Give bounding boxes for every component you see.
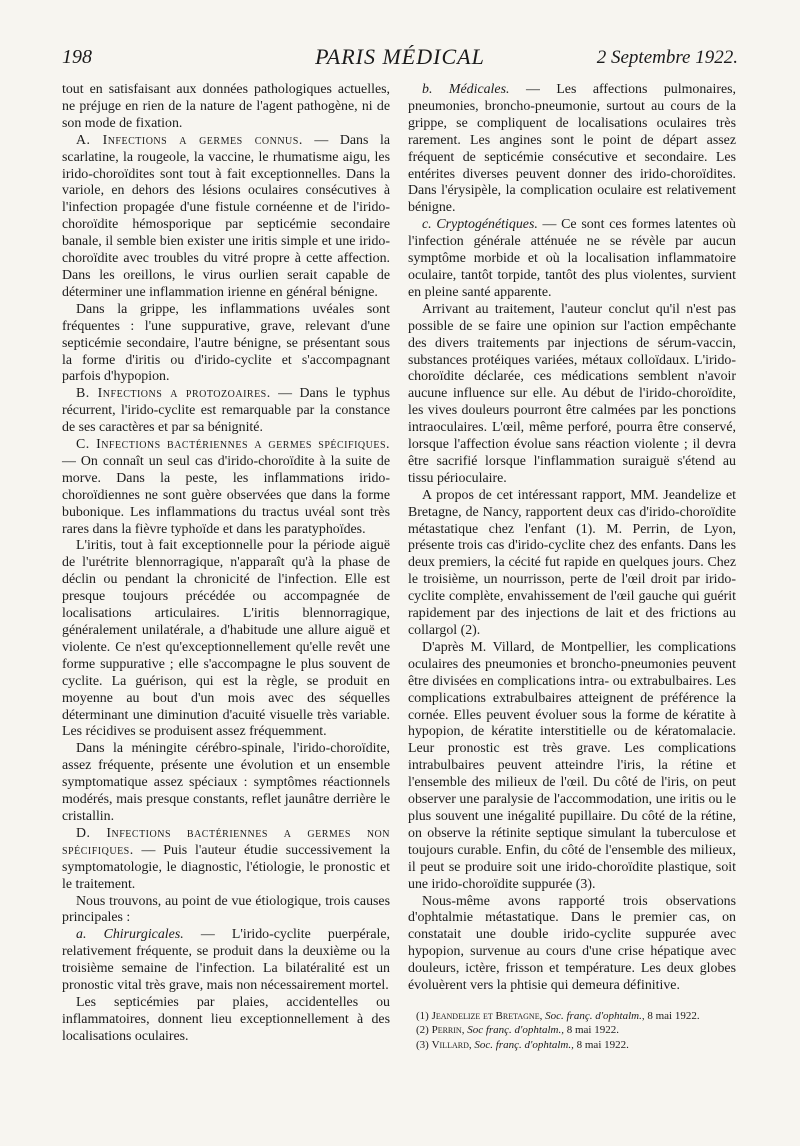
- paragraph: Nous trouvons, au point de vue étiologique, trois causes principales :: [62, 893, 390, 926]
- paragraph: Arrivant au traitement, l'auteur conclut qu'il n'est pas possible de se faire une opinion sur l'action empêchante des divers traitements par injections de sérum-vaccin, substances protéiques variées, métaux colloïdaux. L'irido-choroïdite déclarée, ces médications semblent n'avoir aucune influence sur elle. Au début de l'irido-choroïdite, les vives douleurs pourront être calmées par les ponctions intraoculaires. L'œil, même perforé, pourra être conservé, lorsque l'affection évolue sans réaction violente ; il devra être sacrifié lorsque l'inflammation suraiguë s'étend au tissu périoculaire.: [408, 301, 736, 486]
- footnote: (2) Perrin, Soc franç. d'ophtalm., 8 mai 1922.: [416, 1024, 619, 1037]
- section-text: — On connaît un seul cas d'irido-choroïdite à la suite de morve. Dans la peste, les inflammations irido-choroïdiennes ne sont guère observées que dans la forme bubonique. Les inflammations du tractus uvéal sont très rares dans la fièvre typhoïde et dans les paratyphoïdes.: [62, 453, 390, 537]
- section-c: [62, 437, 390, 538]
- right-column: [408, 82, 736, 1052]
- section-heading: B. Infections a protozoaires.: [76, 386, 271, 402]
- section-a: [62, 133, 390, 302]
- section-text: — Puis l'auteur étudie successivement la symptomatologie, le diagnostic, l'étiologie, le pronostic et le traitement.: [62, 842, 390, 892]
- subsection-b: [408, 82, 736, 217]
- footnotes: [408, 1009, 736, 1053]
- subsection-a: [62, 927, 390, 995]
- journal-title: PARIS MÉDICAL: [315, 44, 485, 69]
- section-b: [62, 386, 390, 437]
- paragraph: L'iritis, tout à fait exceptionnelle pour la période aiguë de l'urétrite blennorragique, n'apparaît qu'à la phase de déclin ou pendant la chronicité de l'infection. Elle est presque toujours précédée ou accompagnée de localisations articulaires. L'iritis blennorragique, généralement unilatérale, a d'habitude une allure aiguë et violente. Ce n'est qu'exceptionnellement qu'elle revêt une forme suppurative ; elle s'accompagne le plus souvent de cyclite. La guérison, qui est la règle, se produit en moyenne au bout d'un mois avec des séquelles déterminant une diminution d'acuité visuelle très variable. Les récidives se produisent assez fréquemment.: [62, 538, 390, 740]
- section-heading: A. Infections a germes connus.: [76, 132, 303, 148]
- section-text: — Dans le typhus récurrent, l'irido-cyclite est remarquable par la constance de ses caractères et par sa bénignité.: [62, 386, 390, 436]
- section-heading: D. Infections bactériennes a germes non spécifiques.: [62, 825, 390, 858]
- paragraph: tout en satisfaisant aux données pathologiques actuelles, ne préjuge en rien de la nature de l'agent pathogène, ni de son mode de fixation.: [62, 82, 390, 131]
- subsection-text: — Les affections pulmonaires, pneumonies, broncho-pneumonie, surtout au cours de la grippe, se compliquent de localisations oculaires très rarement. Les angines sont le point de départ assez fréquent de septicémie consécutive et secondaire. Les entérites diverses peuvent donner des irido-choroïdites. Dans l'érysipèle, la complication oculaire est relativement bénigne.: [408, 82, 736, 216]
- section-heading: C. Infections bactériennes a germes spécifiques.: [76, 437, 390, 453]
- subsection-text: — Ce sont ces formes latentes où l'infection générale atténuée ne se révèle par aucun symptôme morbide et où la localisation inflammatoire oculaire, tantôt torpide, tantôt des plus violentes, survient en pleine santé apparente.: [408, 217, 736, 300]
- subsection-heading: b. Médicales.: [422, 82, 510, 97]
- subsection-text: — L'irido-cyclite puerpérale, relativement fréquente, se produit dans la deuxième ou la troisième semaine de l'infection. La bilatéralité est un pronostic vital très grave, mais non nécessairement mortel.: [62, 927, 390, 994]
- paragraph: Les septicémies par plaies, accidentelles ou inflammatoires, donnent lieu exceptionnellement à des localisations oculaires.: [62, 994, 390, 1044]
- paragraph: Nous-même avons rapporté trois observations d'ophtalmie métastatique. Dans le premier cas, on constatait une double irido-cyclite suppurée avec hypopion, survenue au cours d'une crise hépatique avec douleurs, ictère, frisson et température. Les deux globes évoluèrent vers la phtisie qui demeura définitive.: [408, 893, 736, 994]
- subsection-c: [408, 217, 736, 302]
- left-column: [62, 82, 390, 1046]
- section-text: — Dans la scarlatine, la rougeole, la vaccine, le rhumatisme aigu, les irido-choroïdites sont tout à fait exceptionnelles. Dans la variole, en dehors des lésions oculaires consécutives à l'infection propagée d'une fistule cornéenne et de l'irido-choroïdite hémosporique par septicémie secondaire banale, il semble bien exister une iritis simple et une irido-choroïdite avec troubles du vitré propre à cette affection. Dans les oreillons, le virus ourlien serait capable de déterminer une inflammation irienne en général bénigne.: [62, 132, 390, 300]
- paragraph: Dans la méningite cérébro-spinale, l'irido-choroïdite, assez fréquente, présente une évolution et un ensemble symptomatique assez spéciaux : symptômes réactionnels modérés, mais presque constants, reflet jaunâtre derrière le cristallin.: [62, 741, 390, 824]
- subsection-heading: c. Cryptogénétiques.: [422, 217, 538, 233]
- paragraph: A propos de cet intéressant rapport, MM. Jeandelize et Bretagne, de Nancy, rapportent deux cas d'irido-choroïdite métastatique chez l'enfant (1). M. Perrin, de Lyon, présente trois cas d'irido-cyclite chez des enfants. Dans les deux premiers, la cécité fut rapide en quelques jours. Chez le troisième, un nourrisson, perte de l'œil droit par irido-cyclite complète, envahissement de l'œil gauche qui guérit rapidement par des injections de lait et des frictions au collargol (2).: [408, 487, 736, 638]
- subsection-heading: a. Chirurgicales.: [76, 927, 184, 943]
- page-number: 198: [62, 46, 92, 68]
- footnote: (1) Jeandelize et Bretagne, Soc. franç. d'ophtalm., 8 mai 1922.: [416, 1009, 700, 1022]
- issue-date: 2 Septembre 1922.: [596, 47, 738, 68]
- footnote: (3) Villard, Soc. franç. d'ophtalm., 8 mai 1922.: [416, 1038, 629, 1051]
- running-header: [62, 42, 738, 78]
- paragraph: D'après M. Villard, de Montpellier, les complications oculaires des pneumonies et broncho-pneumonies peuvent être divisées en complications intra- ou extrabulbaires. Les complications extrabulbaires atteignent de préférence la cornée. Elles peuvent évoluer sous la forme de kératite à hypopion, de kératite interstitielle ou de kératomalacie. Leur pronostic est très grave. Les complications intrabulbaires peuvent atteindre l'iris, la rétine et l'ensemble des milieux de l'œil. Du côté de l'iris, on peut observer une paralysie de l'accommodation, une iritis ou le plus souvent une inégalité pupillaire. Du côté de la rétine, on observe la rétinite septique simulant la tuberculose et toujours curable. Enfin, du côté de l'ensemble des milieux, il peut se produire soit une irido-choroïdite plastique, soit une irido-choroïdite suppurée (3).: [408, 639, 736, 892]
- section-d: [62, 826, 390, 894]
- paragraph: Dans la grippe, les inflammations uvéales sont fréquentes : l'une suppurative, grave, relevant d'une septicémie secondaire, l'autre bénigne, se présentant sous la forme d'iritis ou d'irido-cyclite et s'accompagnant parfois d'hypopion.: [62, 301, 390, 385]
